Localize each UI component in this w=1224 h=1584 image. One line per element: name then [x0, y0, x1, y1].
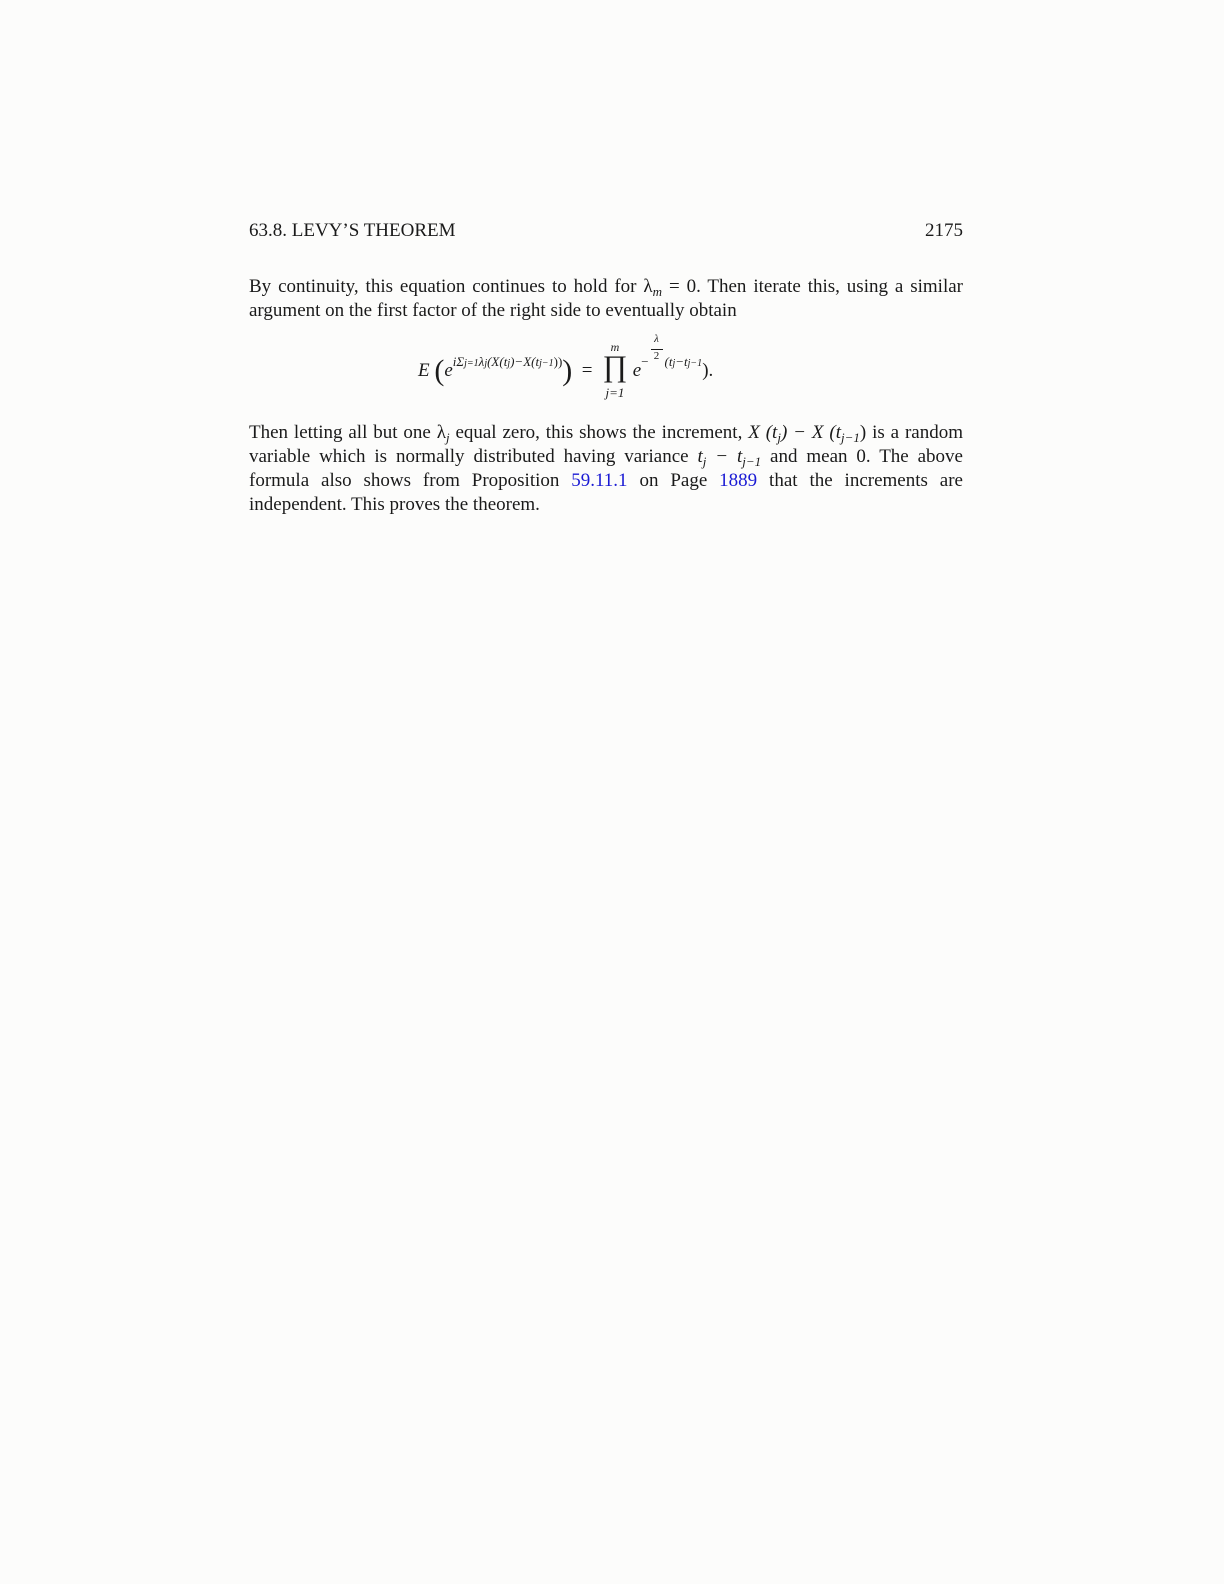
product-upper-limit: m [610, 340, 620, 354]
section-title: 63.8. LEVY’S THEOREM [249, 220, 456, 241]
right-paren: ) [562, 354, 573, 387]
increment-close: ) [859, 422, 867, 443]
rhs-fraction [649, 333, 665, 362]
exp-exponent [453, 350, 562, 376]
lambda-j-symbol: λ [436, 422, 446, 443]
product-lower-limit: j=1 [605, 385, 625, 400]
exp-i-sigma: iΣ [452, 354, 465, 369]
variance-tj: t [697, 446, 703, 467]
variance-sub-j: j [702, 454, 707, 469]
para2-seg3: is a random variable which is normally distributed having variance [249, 422, 963, 467]
rhs-exponent: − $\frac{\lambda}{2}$ (tj−tj−1 [641, 333, 703, 369]
rhs-tj1-sub: j−1 [687, 358, 703, 369]
variance-minus-t: − t [706, 446, 743, 467]
exp-close: )) [553, 354, 563, 369]
exp-minus-x: )−X(t [510, 354, 540, 369]
rhs-minus-t: −t [675, 354, 688, 369]
page-link[interactable]: 1889 [719, 470, 758, 491]
lambda-j-subscript: j [445, 430, 450, 445]
para1-text-after: = 0. Then iterate this, using a similar argument on the first factor of the right side to eventually obtain [249, 276, 963, 321]
sum-lower: j=1 [464, 358, 479, 369]
increment-minus: ) − X (t [780, 422, 841, 443]
paragraph-continuity [249, 275, 963, 323]
rhs-frac-numerator: λ [654, 333, 659, 345]
lambda-symbol: λ [643, 276, 653, 297]
product-operator [602, 340, 628, 400]
increment-sub-j: j [777, 430, 781, 445]
expectation-symbol: E [418, 360, 430, 381]
equals-sign: = [581, 360, 593, 381]
lambda-subscript: m [652, 284, 663, 299]
para2-seg5: on Page [627, 470, 720, 491]
rhs-frac-denominator: 2 [653, 350, 660, 362]
product-symbol: ∏ [602, 350, 628, 383]
equation-expression [418, 333, 714, 400]
exp-tj-sub: j [507, 358, 511, 369]
rhs-tail-open: (t [664, 354, 673, 369]
rhs-close-period: ). [702, 360, 714, 381]
variance-sub-j1: j−1 [742, 454, 762, 469]
para1-text-before: By continuity, this equation continues to hold for [249, 276, 644, 297]
paragraph-conclusion [249, 421, 963, 517]
para2-seg4: and mean 0. The above formula also shows from Proposition [249, 446, 963, 491]
rhs-tj-sub: j [672, 358, 676, 369]
proposition-link[interactable]: 59.11.1 [571, 470, 628, 491]
para2-seg2: equal zero, this shows the increment, [449, 422, 749, 443]
exp-x-tj: (X(t [487, 354, 508, 369]
increment-x-tj: X (t [748, 422, 778, 443]
display-equation [0, 333, 1224, 406]
exp-tj1-sub: j−1 [539, 358, 554, 369]
increment-sub-j1: j−1 [840, 430, 860, 445]
para2-seg6: that the increments are independent. This proves the theorem. [249, 470, 963, 515]
para2-seg1: Then letting all but one [249, 422, 437, 443]
exp-base: e [444, 360, 453, 381]
rhs-exp-base: e [632, 360, 642, 381]
exp-lambda-sub: j [484, 358, 488, 369]
exp-lambda: λ [478, 354, 485, 369]
left-paren: ( [434, 354, 445, 387]
page-number: 2175 [925, 220, 963, 241]
